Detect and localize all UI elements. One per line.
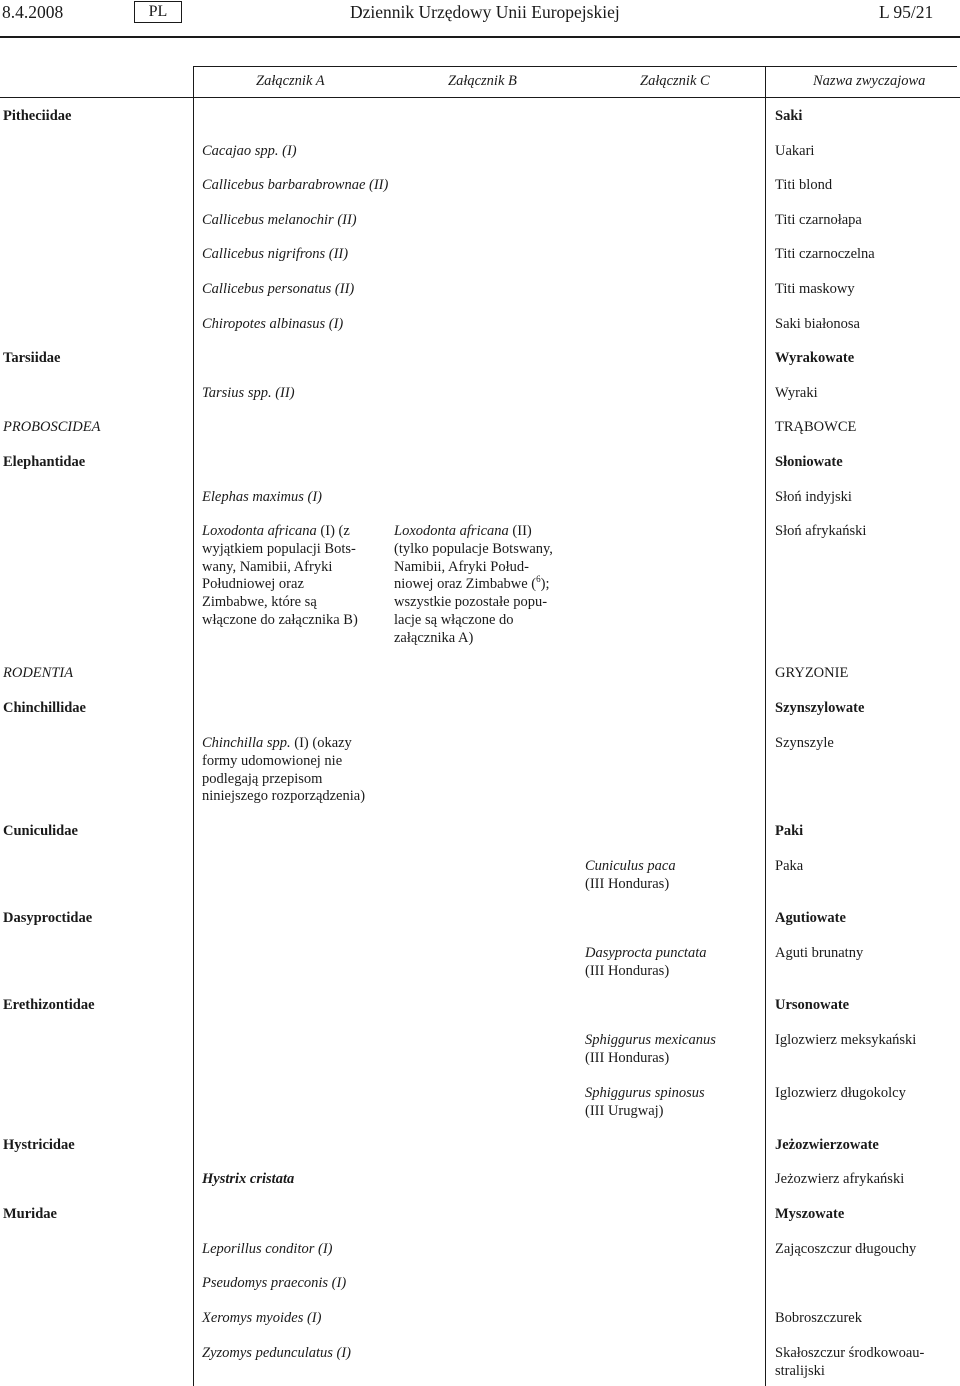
species-appendix-a <box>202 523 382 630</box>
common-name-order: TRĄBOWCE <box>775 419 857 435</box>
annotation-line: podlegają przepisom <box>202 770 323 787</box>
annotation-line: Namibii, Afryki Połud- <box>394 558 529 575</box>
annotation-line: (tylko populacje Botswany, <box>394 540 553 557</box>
column-header-appendix-b: Załącznik B <box>448 73 517 89</box>
common-name: Paka <box>775 858 804 874</box>
common-name-family: Saki <box>775 108 803 124</box>
taxon-family: Tarsiidae <box>3 350 61 366</box>
common-name-family: Paki <box>775 823 804 839</box>
annotation-line: (I) (z <box>320 523 350 539</box>
species-appendix-c <box>585 1032 716 1068</box>
column-header-appendix-c: Załącznik C <box>640 73 710 89</box>
common-name-family: Wyrakowate <box>775 350 855 366</box>
taxon-family: Pitheciidae <box>3 108 72 124</box>
species-appendix-c <box>585 858 676 894</box>
common-name: Szynszyle <box>775 735 834 751</box>
common-name: Uakari <box>775 143 815 159</box>
species-appendix-c <box>585 945 707 981</box>
taxon-family: Muridae <box>3 1206 57 1222</box>
table-top-rule <box>193 66 957 67</box>
common-name: Jeżozwierz afrykański <box>775 1171 905 1187</box>
common-name: Słoń afrykański <box>775 523 867 539</box>
species-appendix-a: Callicebus personatus (II) <box>202 281 355 297</box>
species-name: Sphiggurus mexicanus <box>585 1032 716 1048</box>
taxon-order: PROBOSCIDEA <box>3 419 101 435</box>
common-name-order: GRYZONIE <box>775 665 849 681</box>
annotation-line: niniejszego rozporządzenia) <box>202 788 366 805</box>
common-name: Titi blond <box>775 177 833 193</box>
species-appendix-b <box>394 523 574 648</box>
common-name-line: stralijski <box>775 1362 825 1379</box>
taxon-order: RODENTIA <box>3 665 74 681</box>
listing-note: (III Urugwaj) <box>585 1102 664 1119</box>
annotation-line: wany, Namibii, Afryki <box>202 558 333 575</box>
common-name: Wyraki <box>775 385 818 401</box>
annotation-line: (II) <box>512 523 532 539</box>
common-name-line: Skałoszczur środkowoau- <box>775 1345 925 1361</box>
species-appendix-a: Zyzomys pedunculatus (I) <box>202 1345 352 1361</box>
species-name: Loxodonta africana <box>202 523 317 539</box>
common-name-family: Szynszylowate <box>775 700 865 716</box>
common-name: Słoń indyjski <box>775 489 852 505</box>
taxon-family: Elephantidae <box>3 454 86 470</box>
species-appendix-a: Elephas maximus (I) <box>202 489 323 505</box>
species-appendix-a: Callicebus melanochir (II) <box>202 212 357 228</box>
annotation-line: (I) (okazy <box>294 735 352 751</box>
common-name-family: Ursonowate <box>775 997 850 1013</box>
taxon-family: Dasyproctidae <box>3 910 93 926</box>
species-appendix-a: Leporillus conditor (I) <box>202 1241 333 1257</box>
journal-header <box>0 0 960 40</box>
species-appendix-a: Cacajao spp. (I) <box>202 143 297 159</box>
common-name: Titi czarnoczelna <box>775 246 875 262</box>
species-name: Chinchilla spp. <box>202 735 291 751</box>
common-name: Iglozwierz długokolcy <box>775 1085 906 1101</box>
language-badge: PL <box>134 1 182 23</box>
taxon-family: Cuniculidae <box>3 823 78 839</box>
column-divider-right <box>765 66 766 1386</box>
common-name-family: Agutiowate <box>775 910 846 926</box>
annotation-line: Zimbabwe, które są <box>202 594 317 611</box>
taxon-family: Hystricidae <box>3 1137 75 1153</box>
journal-title: Dziennik Urzędowy Unii Europejskiej <box>350 2 620 22</box>
annotation-line: formy udomowionej nie <box>202 752 343 769</box>
annotation-line: wszystkie pozostałe popu- <box>394 594 548 611</box>
species-appendix-a: Xeromys myoides (I) <box>202 1310 322 1326</box>
species-name: Sphiggurus spinosus <box>585 1085 705 1101</box>
taxon-family: Erethizontidae <box>3 997 95 1013</box>
annotation-line: wyjątkiem populacji Bots- <box>202 540 356 557</box>
species-appendix-a <box>202 735 392 806</box>
common-name: Aguti brunatny <box>775 945 864 961</box>
species-appendix-c <box>585 1085 705 1121</box>
species-appendix-a: Pseudomys praeconis (I) <box>202 1275 347 1291</box>
annotation-line: załącznika A) <box>394 629 474 646</box>
annotation-line: włączone do załącznika B) <box>202 611 358 628</box>
common-name: Iglozwierz meksykański <box>775 1032 917 1048</box>
common-name: Saki białonosa <box>775 316 860 332</box>
species-appendix-a: Callicebus barbarabrownae (II) <box>202 177 389 193</box>
listing-note: (III Honduras) <box>585 1049 670 1066</box>
species-appendix-a: Tarsius spp. (II) <box>202 385 295 401</box>
common-name: Titi maskowy <box>775 281 855 297</box>
listing-note: (III Honduras) <box>585 875 670 892</box>
column-divider-left <box>193 66 194 1386</box>
species-appendix-a: Hystrix cristata <box>202 1171 295 1187</box>
table-head-rule <box>0 97 960 98</box>
page-number: L 95/21 <box>879 2 934 22</box>
annotation-line: lacje są włączone do <box>394 611 514 628</box>
common-name-family: Jeżozwierzowate <box>775 1137 879 1153</box>
taxon-family: Chinchillidae <box>3 700 86 716</box>
common-name: Titi czarnołapa <box>775 212 862 228</box>
common-name <box>775 1345 924 1381</box>
annotation-line: ); <box>540 576 550 593</box>
annotation-line: niowej oraz Zimbabwe ( <box>394 576 537 593</box>
footnote-ref: 6 <box>536 574 541 585</box>
common-name: Bobroszczurek <box>775 1310 862 1326</box>
header-rule <box>0 36 960 38</box>
species-name: Loxodonta africana <box>394 523 509 539</box>
common-name: Zającoszczur długouchy <box>775 1241 917 1257</box>
common-name-family: Myszowate <box>775 1206 845 1222</box>
species-appendix-a: Chiropotes albinasus (I) <box>202 316 344 332</box>
species-name: Cuniculus paca <box>585 858 676 874</box>
species-name: Dasyprocta punctata <box>585 945 707 961</box>
species-appendix-a: Callicebus nigrifrons (II) <box>202 246 349 262</box>
annotation-line: Południowej oraz <box>202 576 304 593</box>
column-header-common-name: Nazwa zwyczajowa <box>813 73 926 89</box>
issue-date: 8.4.2008 <box>2 2 64 22</box>
common-name-family: Słoniowate <box>775 454 843 470</box>
column-header-appendix-a: Załącznik A <box>256 73 325 89</box>
listing-note: (III Honduras) <box>585 962 670 979</box>
